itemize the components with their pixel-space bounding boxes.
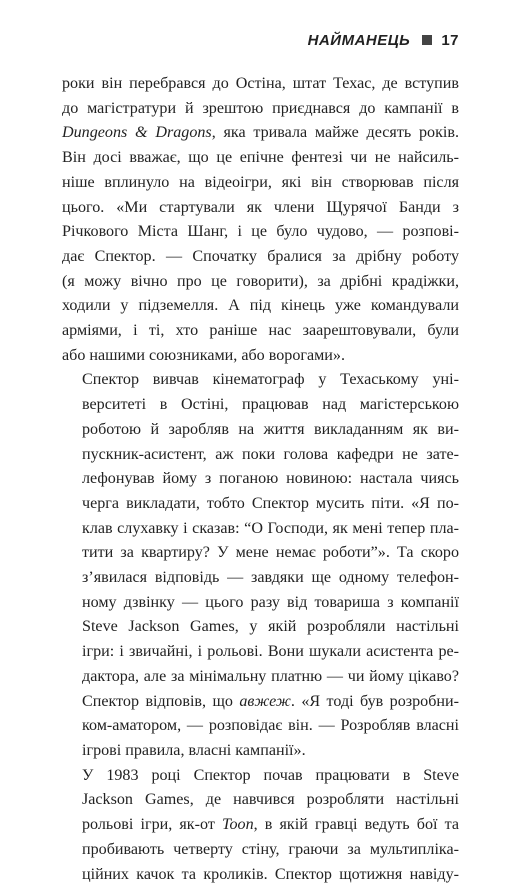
text-segment: У 1983 році Спектор почав працювати в Steve: [82, 767, 459, 784]
text-line: [62, 146, 459, 171]
text-line: [62, 714, 459, 739]
text-line: [62, 591, 459, 616]
text-line: [62, 418, 459, 443]
running-title: НАЙМАНЕЦЬ: [308, 32, 411, 49]
text-line: [62, 72, 459, 97]
text-line: [62, 863, 459, 887]
text-line: [62, 171, 459, 196]
text-segment: верситеті в Остіні, працював над магістерською: [82, 396, 459, 413]
text-segment: дактора, але за мінімальну платню — чи йому цікаво?: [82, 668, 459, 685]
paragraph: [62, 368, 459, 763]
text-line: [62, 541, 459, 566]
text-segment: або нашими союзниками, або ворогами».: [62, 347, 345, 364]
text-segment: ніше вплинуло на відеоігри, які він створював після: [62, 174, 459, 191]
text-line: [62, 788, 459, 813]
text-segment: (я можу вічно про це говорити), за дрібні крадіжки,: [62, 273, 459, 290]
page-number: 17: [441, 32, 459, 49]
book-page: [62, 28, 459, 887]
text-segment: клав слухавку і сказав: “О Господи, як мені тепер пла-: [82, 520, 459, 537]
italic-title: Toon: [222, 816, 254, 833]
text-line: [62, 368, 459, 393]
text-segment: ком-аматором, — розповідає він. — Розробляв власні: [82, 717, 459, 734]
text-segment: черга викладати, тобто Спектор мусить піти. «Я по-: [82, 495, 459, 512]
text-line: [62, 615, 459, 640]
text-segment: ігри: і звичайні, і рольові. Вони шукали асистента ре-: [82, 643, 459, 660]
text-line: [62, 492, 459, 517]
text-segment: дає Спектор. — Спочатку бралися за дрібну роботу: [62, 248, 459, 265]
text-line: [62, 690, 459, 715]
text-segment: роки він перебрався до Остіна, штат Техас, де вступив: [62, 75, 459, 92]
text-line: [62, 270, 459, 295]
text-segment: , яка тривала майже десять років.: [212, 124, 459, 141]
text-segment: Спектор вивчав кінематограф у Техаському уні-: [82, 371, 459, 388]
text-line: [62, 344, 459, 369]
text-segment: ігрові правила, власні кампанії».: [82, 742, 306, 759]
text-line: [62, 467, 459, 492]
text-segment: , в якій гравці ведуть бої та: [254, 816, 459, 833]
paragraph: [62, 72, 459, 368]
text-line: [62, 196, 459, 221]
text-line: [62, 294, 459, 319]
text-segment: тити за квартиру? У мене немає роботи”». Та скоро: [82, 544, 459, 561]
text-line: [62, 566, 459, 591]
text-line: [62, 517, 459, 542]
paragraph: [62, 764, 459, 887]
text-segment: роботою й заробляв на життя викладанням як ви-: [82, 421, 459, 438]
italic-title: Dungeons & Dragons: [62, 124, 212, 141]
text-line: [62, 665, 459, 690]
text-line: [62, 739, 459, 764]
text-segment: цього. «Ми стартували як члени Щурячої Банди з: [62, 199, 459, 216]
text-segment: Jackson Games, де навчився розробляти настільні: [82, 791, 459, 808]
text-segment: лефонував йому з поганою новиною: настала чиясь: [82, 470, 459, 487]
text-line: [62, 97, 459, 122]
square-bullet-icon: [422, 35, 432, 45]
text-line: [62, 443, 459, 468]
text-segment: Спектор відповів, що: [82, 693, 239, 710]
text-segment: Річкового Міста Шанг, і це було чудово, — розпові-: [62, 223, 459, 240]
text-segment: ційних качок та кроликів. Спектор щотижня навіду-: [82, 866, 459, 883]
text-line: [62, 319, 459, 344]
text-line: [62, 220, 459, 245]
text-segment: рольові ігри, як-от: [82, 816, 222, 833]
text-segment: ному дзвінку — цього разу від товариша з компанії: [82, 594, 459, 611]
text-line: [62, 245, 459, 270]
text-segment: . «Я тоді був розробни-: [291, 693, 459, 710]
text-segment: арміями, і ті, хто раніше нас заарештовували, були: [62, 322, 459, 339]
italic-title: авжеж: [239, 693, 291, 710]
text-line: [62, 813, 459, 838]
text-segment: ходили у підземелля. А під кінець уже командували: [62, 297, 459, 314]
text-segment: пускник-асистент, аж поки голова кафедри не зате-: [82, 446, 459, 463]
text-line: [62, 764, 459, 789]
text-segment: Steve Jackson Games, у якій розробляли настільні: [82, 618, 459, 635]
text-segment: Він досі вважає, що це епічне фентезі чи не найсиль-: [62, 149, 459, 166]
text-line: [62, 640, 459, 665]
running-head: [62, 28, 459, 52]
text-segment: пробивають четверту стіну, граючи за мультипліка-: [82, 841, 459, 858]
text-line: [62, 121, 459, 146]
text-line: [62, 838, 459, 863]
text-line: [62, 393, 459, 418]
body-text: [62, 72, 459, 887]
text-segment: до магістратури й зрештою приєднався до кампанії в: [62, 100, 459, 117]
text-segment: з’явилася відповідь — завдяки ще одному телефон-: [82, 569, 459, 586]
